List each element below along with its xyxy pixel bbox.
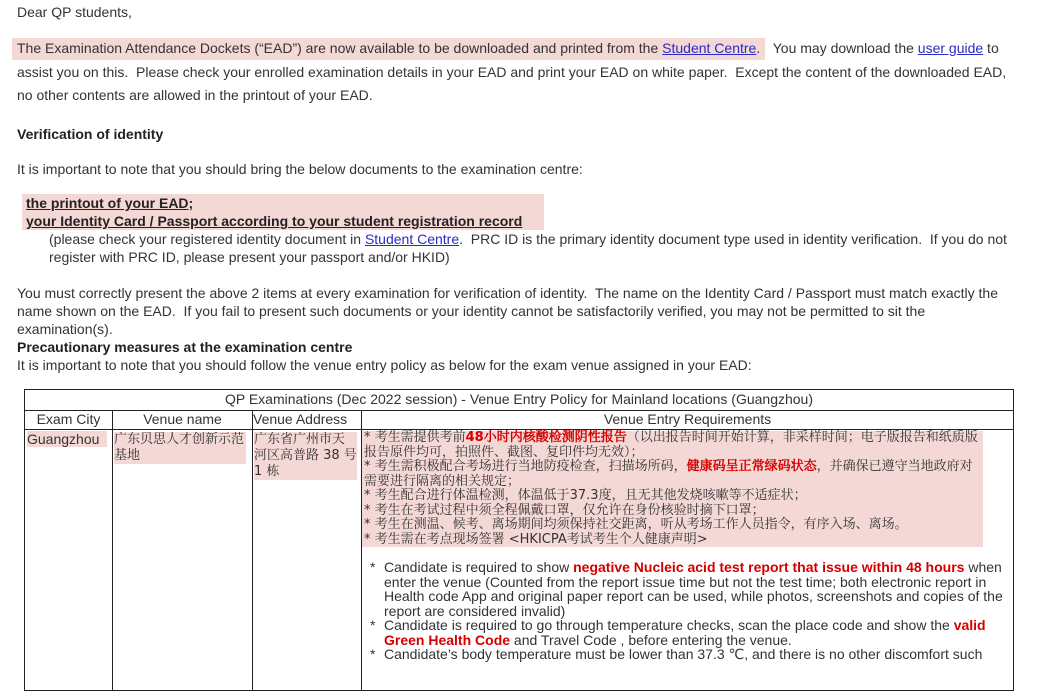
cn-req-5: * 考生在测温、候考、离场期间均须保持社交距离，听从考场工作人员指令，有序入场、离场。 xyxy=(364,517,908,532)
en-req-2-pre: Candidate is required to go through temperature checks, scan the place code and show the xyxy=(384,617,954,633)
venue-address-cell: 广东省广州市天河区高普路 38 号 1 栋 xyxy=(254,432,357,479)
cn-req-2-red: 健康码呈正常绿码状态 xyxy=(686,459,817,474)
ead-highlight xyxy=(12,38,765,60)
cn-req-6: * 考生需在考点现场签署 <HKICPA考试考生个人健康声明> xyxy=(364,531,708,547)
exam-city-cell: Guangzhou xyxy=(27,431,107,447)
doc-item-ead-text: the printout of your EAD xyxy=(26,195,189,211)
header-requirements: Venue Entry Requirements xyxy=(362,411,1014,430)
en-req-1 xyxy=(362,560,1003,618)
ead-available-text: The Examination Attendance Dockets (“EAD”) are now available to be downloaded and printed from the xyxy=(17,40,663,56)
user-guide-link[interactable]: user guide xyxy=(917,40,984,56)
en-req-2-post: and Travel Code , before entering the venue. xyxy=(510,631,792,648)
verification-heading: Verification of identity xyxy=(17,126,164,142)
header-venue-address: Venue Address xyxy=(253,411,362,430)
table-header-row xyxy=(25,411,1014,430)
precaution-intro: It is important to note that you should follow the venue entry policy as below for the exam venue assigned in your EAD: xyxy=(17,357,752,373)
id-note-line1 xyxy=(49,231,1007,247)
ead-intro-line3: no other contents are allowed in the printout of your EAD. xyxy=(17,87,373,103)
table-row xyxy=(25,430,1014,691)
table-title-row xyxy=(25,390,1014,411)
cn-req-2-post: ，并确保已遵守当地政府对需要进行隔离的相关规定； xyxy=(364,459,973,489)
en-req-2 xyxy=(362,618,1003,647)
bullet-star: * xyxy=(370,617,376,633)
en-req-1-red: negative Nucleic acid test report that issue within 48 hours xyxy=(573,559,965,575)
must-present-line2: name shown on the EAD. If you fail to present such documents or your identity cannot be satisfactorily verified, you may not be permitted to sit the xyxy=(17,303,926,319)
student-centre-link-2[interactable]: Student Centre xyxy=(364,231,460,247)
venue-policy-table xyxy=(24,389,1014,691)
table-title: QP Examinations (Dec 2022 session) - Venue Entry Policy for Mainland locations (Guangzhou) xyxy=(25,390,1014,411)
en-req-1-post: when enter the venue (Counted from the report issue time but not the test time; both electronic report in Health code App and original paper report can be used, while photos, screenshots and copies of the report are considered invalid) xyxy=(384,559,1003,619)
student-centre-link[interactable]: Student Centre xyxy=(662,40,757,56)
cn-req-2-pre: * 考生需积极配合考场进行当地防疫检查，扫描场所码， xyxy=(364,459,687,474)
verification-intro: It is important to note that you should bring the below documents to the examination centre: xyxy=(17,161,583,177)
id-note-line2: register with PRC ID, please present your passport and/or HKID) xyxy=(49,249,450,265)
en-requirements xyxy=(362,560,1003,662)
semicolon: ; xyxy=(188,195,194,211)
bullet-star: * xyxy=(370,559,376,575)
cn-req-1-pre: * 考生需提供考前 xyxy=(364,430,466,445)
cn-req-1-red: 48小时内核酸检测阴性报告 xyxy=(465,430,627,445)
ead-intro-line1 xyxy=(12,40,999,56)
cn-requirements xyxy=(362,431,983,547)
cn-req-4: * 考生在考试过程中须全程佩戴口罩，仅允许在身份核验时摘下口罩； xyxy=(364,502,765,518)
header-exam-city: Exam City xyxy=(25,411,113,430)
period: . xyxy=(756,40,761,56)
download-text: You may download the xyxy=(765,40,918,56)
cn-req-1 xyxy=(364,431,981,460)
cn-req-3: * 考生配合进行体温检测，体温低于37.3度，且无其他发烧咳嗽等不适症状； xyxy=(364,488,807,503)
en-req-3-text: Candidate’s body temperature must be lower than 37.3 ℃, and there is no other discomfort such xyxy=(384,646,983,662)
ead-intro-line2: assist you on this. Please check your enrolled examination details in your EAD and print your EAD on white paper. Except the content of the downloaded EAD, xyxy=(17,64,1007,80)
must-present-line1: You must correctly present the above 2 items at every examination for verification of identity. The name on the Identity Card / Passport must match exactly the xyxy=(17,285,998,301)
must-present-line3: examination(s). xyxy=(17,321,113,337)
id-note-post: . PRC ID is the primary identity document type used in identity verification. If you do not xyxy=(459,231,1007,247)
bullet-star: * xyxy=(370,646,376,662)
cn-req-1-post: （以出报告时间开始计算，非采样时间；电子版报告和纸质版报告原件均可，拍照件、截图、复印件均无效）； xyxy=(364,430,978,460)
en-req-3 xyxy=(362,647,1003,662)
en-req-1-pre: Candidate is required to show xyxy=(384,559,574,575)
header-venue-name: Venue name xyxy=(113,411,253,430)
en-req-2-red: valid Green Health Code xyxy=(384,617,986,648)
doc-item-ead xyxy=(26,195,193,211)
greeting: Dear QP students, xyxy=(17,4,132,20)
precaution-heading: Precautionary measures at the examination centre xyxy=(17,339,353,355)
cn-req-2 xyxy=(364,460,981,489)
id-note-pre: (please check your registered identity document in xyxy=(49,231,365,247)
venue-name-cell: 广东贝思人才创新示范基地 xyxy=(114,432,245,463)
doc-item-id: your Identity Card / Passport according to your student registration record xyxy=(26,213,523,229)
to-text: to xyxy=(983,40,999,56)
